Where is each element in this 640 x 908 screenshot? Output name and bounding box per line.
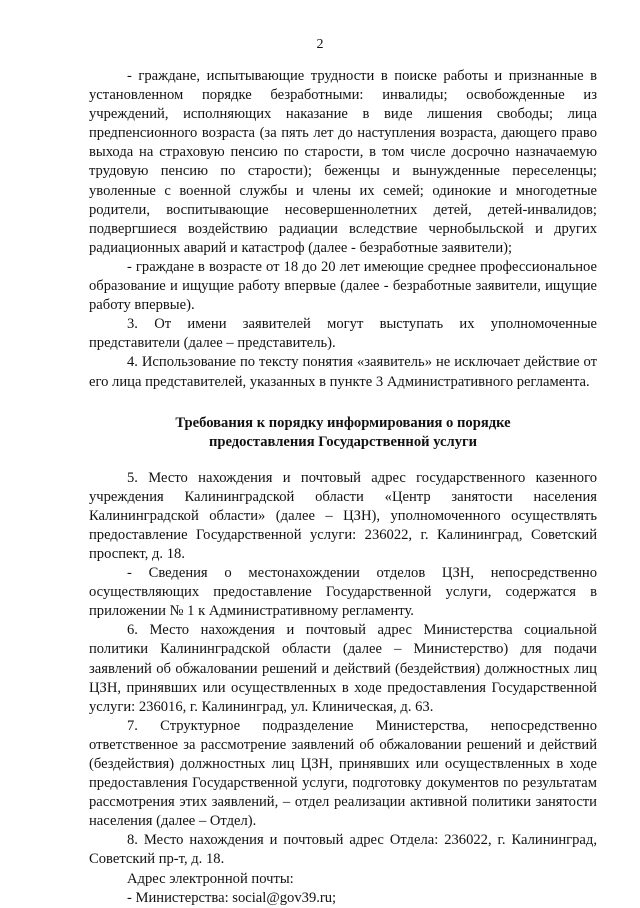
document-body <box>89 67 597 908</box>
paragraph-ministry-email: - Министерства: social@gov39.ru; <box>127 889 337 906</box>
paragraph-item-6: 6. Место нахождения и почтовый адрес Министерства социальной политики Калининградской области (далее – Министерство) для подачи заявлений об обжаловании решений и действий (бездействия) должностных лиц ЦЗН, принявших или осуществленных в ходе предоставления Государственной услуги: 236016, г. Калининград, ул. Клиническая, д. 63. <box>89 622 597 715</box>
section-heading-line-1: Требования к порядку информирования о порядке <box>175 414 511 431</box>
paragraph-item-4: 4. Использование по тексту понятия «заявитель» не исключает действие от его лица представителей, указанных в пункте 3 Административного регламента. <box>89 354 597 390</box>
section-heading <box>89 414 597 452</box>
section-heading-line-2: предоставления Государственной услуги <box>208 433 478 450</box>
paragraph-item-7: 7. Структурное подразделение Министерства, непосредственно ответственное за рассмотрение заявлений об обжаловании решений и действий (бездействия) должностных лиц ЦЗН, принявших или осуществленных в ходе предоставления Государственной услуги, подготовку документов по результатам рассмотрения этих заявлений, – отдел реализации активной политики занятости населения (далее – Отдел). <box>89 717 597 830</box>
paragraph-young-citizens: - граждане в возрасте от 18 до 20 лет имеющие среднее профессиональное образование и ищущие работу впервые (далее - безработные заявители, ищущие работу впервые). <box>89 258 597 314</box>
page-number: 2 <box>316 37 324 52</box>
paragraph-item-5: 5. Место нахождения и почтовый адрес государственного казенного учреждения Калининградской области «Центр занятости населения Калининградской области» (далее – ЦЗН), уполномоченного осуществлять предоставление Государственной услуги: 236022, г. Калининград, Советский проспект, д. 18. <box>89 469 597 562</box>
paragraph-offices-info: - Сведения о местонахождении отделов ЦЗН, непосредственно осуществляющих предоставление Государственной услуги, содержатся в приложении № 1 к Административному регламенту. <box>89 565 597 620</box>
paragraph-unemployed-categories: - граждане, испытывающие трудности в поиске работы и признанные в установленном порядке безработными: инвалиды; освобожденные из учреждений, исполняющих наказание в виде лишения свободы; лица предпенсионного возраста (за пять лет до наступления возраста, дающего право выхода на страховую пенсию по старости, в том числе досрочно назначаемую трудовую пенсию по старости); беженцы и вынужденные переселенцы; уволенные с военной службы и члены их семей; одинокие и многодетные родители, воспитывающие несовершеннолетних детей, детей-инвалидов; подвергшиеся воздействию радиации вследствие чернобыльской и других радиационных аварий и катастроф (далее - безработные заявители); <box>89 68 597 256</box>
paragraph-item-8: 8. Место нахождения и почтовый адрес Отдела: 236022, г. Калининград, Советский пр-т, д. 18. <box>89 832 597 868</box>
paragraph-item-3: 3. От имени заявителей могут выступать их уполномоченные представители (далее – представитель). <box>89 316 597 352</box>
paragraph-email-heading: Адрес электронной почты: <box>127 870 294 887</box>
